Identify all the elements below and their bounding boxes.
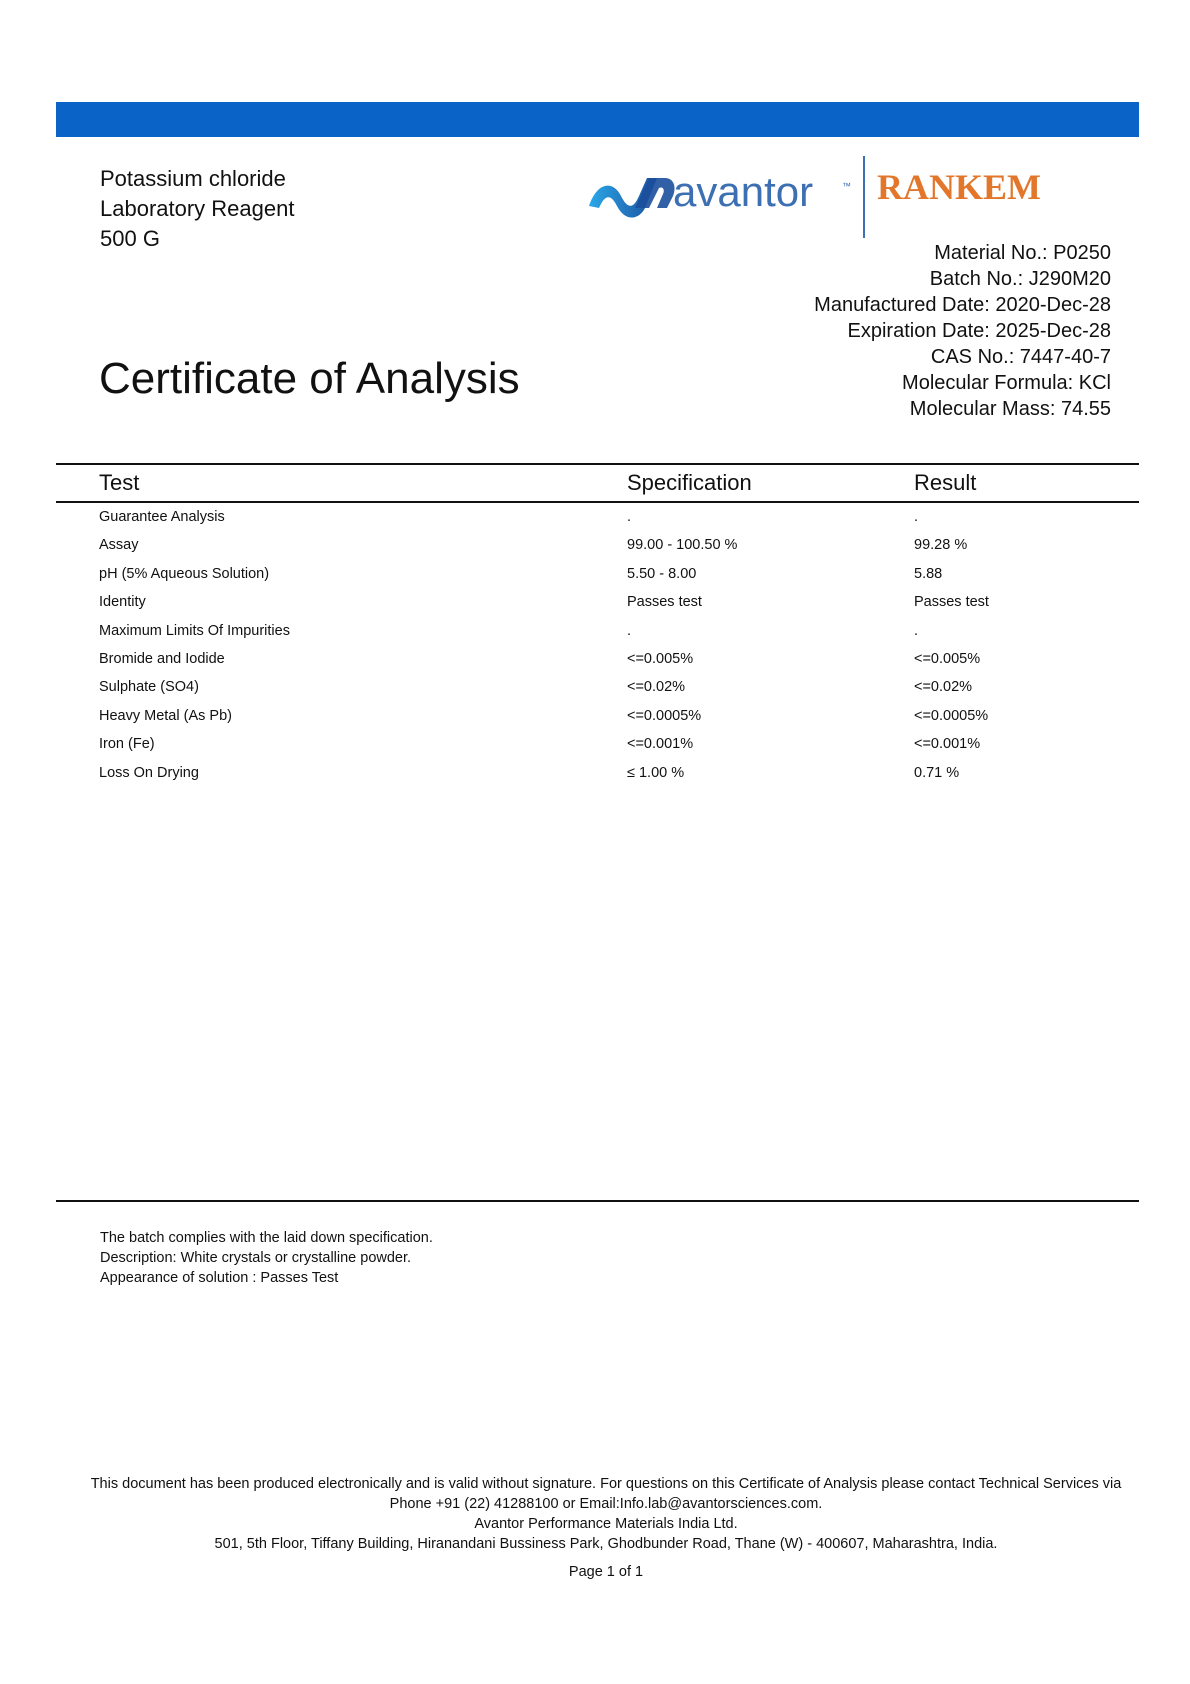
result-value: <=0.001%: [914, 736, 981, 753]
result-value: 0.71 %: [914, 764, 960, 781]
footer-disclaimer: This document has been produced electronically and is valid without signature. For questions on this Certificate of Analysis please contact Technical Services via: [90, 1476, 1122, 1492]
specification-value: ≤ 1.00 %: [627, 764, 685, 781]
product-info: [100, 164, 294, 254]
section-divider: [56, 1200, 1139, 1202]
rankem-wordmark: RANKEM: [877, 167, 1041, 207]
table-row: [56, 588, 1139, 616]
result-value: .: [914, 622, 919, 639]
results-table: [56, 503, 1139, 787]
table-row: [56, 531, 1139, 559]
specification-value: .: [627, 509, 632, 525]
molecular-mass: Molecular Mass: 74.55: [909, 398, 1111, 420]
batch-metadata: [814, 240, 1111, 422]
compliance-notes: [100, 1228, 433, 1288]
result-value: 99.28 %: [914, 537, 968, 554]
product-pack-size: 500 G: [100, 226, 160, 251]
specification-value: 99.00 - 100.50 %: [627, 537, 738, 554]
test-name: Maximum Limits Of Impurities: [99, 622, 290, 639]
header-color-bar: [56, 102, 1139, 137]
test-name: Iron (Fe): [99, 736, 155, 753]
molecular-formula: Molecular Formula: KCl: [902, 372, 1111, 394]
footer-address: 501, 5th Floor, Tiffany Building, Hiranandani Bussiness Park, Ghodbunder Road, Thane (W) - 400607, Maharashtra, India.: [214, 1536, 998, 1552]
table-row: [56, 617, 1139, 645]
table-row: [56, 759, 1139, 787]
table-row: [56, 645, 1139, 673]
test-name: Heavy Metal (As Pb): [99, 707, 232, 724]
description-note: Description: White crystals or crystalline powder.: [100, 1250, 412, 1266]
page-number: Page 1 of 1: [568, 1564, 644, 1580]
test-name: pH (5% Aqueous Solution): [99, 565, 270, 582]
result-value: <=0.005%: [914, 650, 981, 667]
result-value: <=0.0005%: [914, 707, 989, 724]
product-grade: Laboratory Reagent: [100, 196, 295, 221]
result-value: <=0.02%: [914, 679, 973, 696]
manufactured-date: Manufactured Date: 2020-Dec-28: [814, 294, 1111, 316]
avantor-wave-icon: [589, 178, 675, 218]
test-name: Guarantee Analysis: [99, 509, 225, 525]
batch-number: Batch No.: J290M20: [929, 268, 1111, 290]
test-name: Bromide and Iodide: [99, 650, 225, 667]
specification-value: <=0.02%: [627, 679, 686, 696]
avantor-rankem-logo: [585, 156, 1115, 242]
logo-divider: [863, 156, 865, 238]
document-title: Certificate of Analysis: [99, 354, 520, 403]
test-name: Assay: [99, 537, 139, 554]
expiration-date: Expiration Date: 2025-Dec-28: [847, 320, 1111, 342]
trademark-symbol: ™: [842, 181, 851, 191]
table-row: [56, 560, 1139, 588]
table-row: [56, 503, 1139, 531]
table-row: [56, 673, 1139, 701]
document-footer: [56, 1474, 1156, 1582]
avantor-wordmark: avantor: [673, 168, 814, 215]
column-header-result: Result: [914, 470, 977, 495]
product-name: Potassium chloride: [100, 166, 286, 191]
test-name: Identity: [99, 594, 146, 611]
table-row: [56, 702, 1139, 730]
result-value: Passes test: [914, 594, 989, 611]
specification-value: 5.50 - 8.00: [627, 565, 697, 582]
test-name: Sulphate (SO4): [99, 679, 199, 696]
result-value: .: [914, 509, 919, 525]
footer-company: Avantor Performance Materials India Ltd.: [474, 1516, 738, 1532]
material-number: Material No.: P0250: [934, 242, 1111, 264]
cas-number: CAS No.: 7447-40-7: [930, 346, 1111, 368]
column-header-specification: Specification: [627, 470, 752, 495]
specification-value: <=0.001%: [627, 736, 694, 753]
table-header: [56, 463, 1139, 503]
appearance-note: Appearance of solution : Passes Test: [100, 1270, 339, 1286]
test-name: Loss On Drying: [99, 764, 199, 781]
table-row: [56, 730, 1139, 758]
specification-value: .: [627, 622, 632, 639]
column-header-test: Test: [99, 470, 140, 495]
result-value: 5.88: [914, 565, 943, 582]
footer-contact: Phone +91 (22) 41288100 or Email:Info.lab@avantorsciences.com.: [389, 1496, 823, 1512]
specification-value: <=0.0005%: [627, 707, 702, 724]
specification-value: Passes test: [627, 594, 702, 611]
compliance-statement: The batch complies with the laid down specification.: [100, 1230, 433, 1246]
specification-value: <=0.005%: [627, 650, 694, 667]
